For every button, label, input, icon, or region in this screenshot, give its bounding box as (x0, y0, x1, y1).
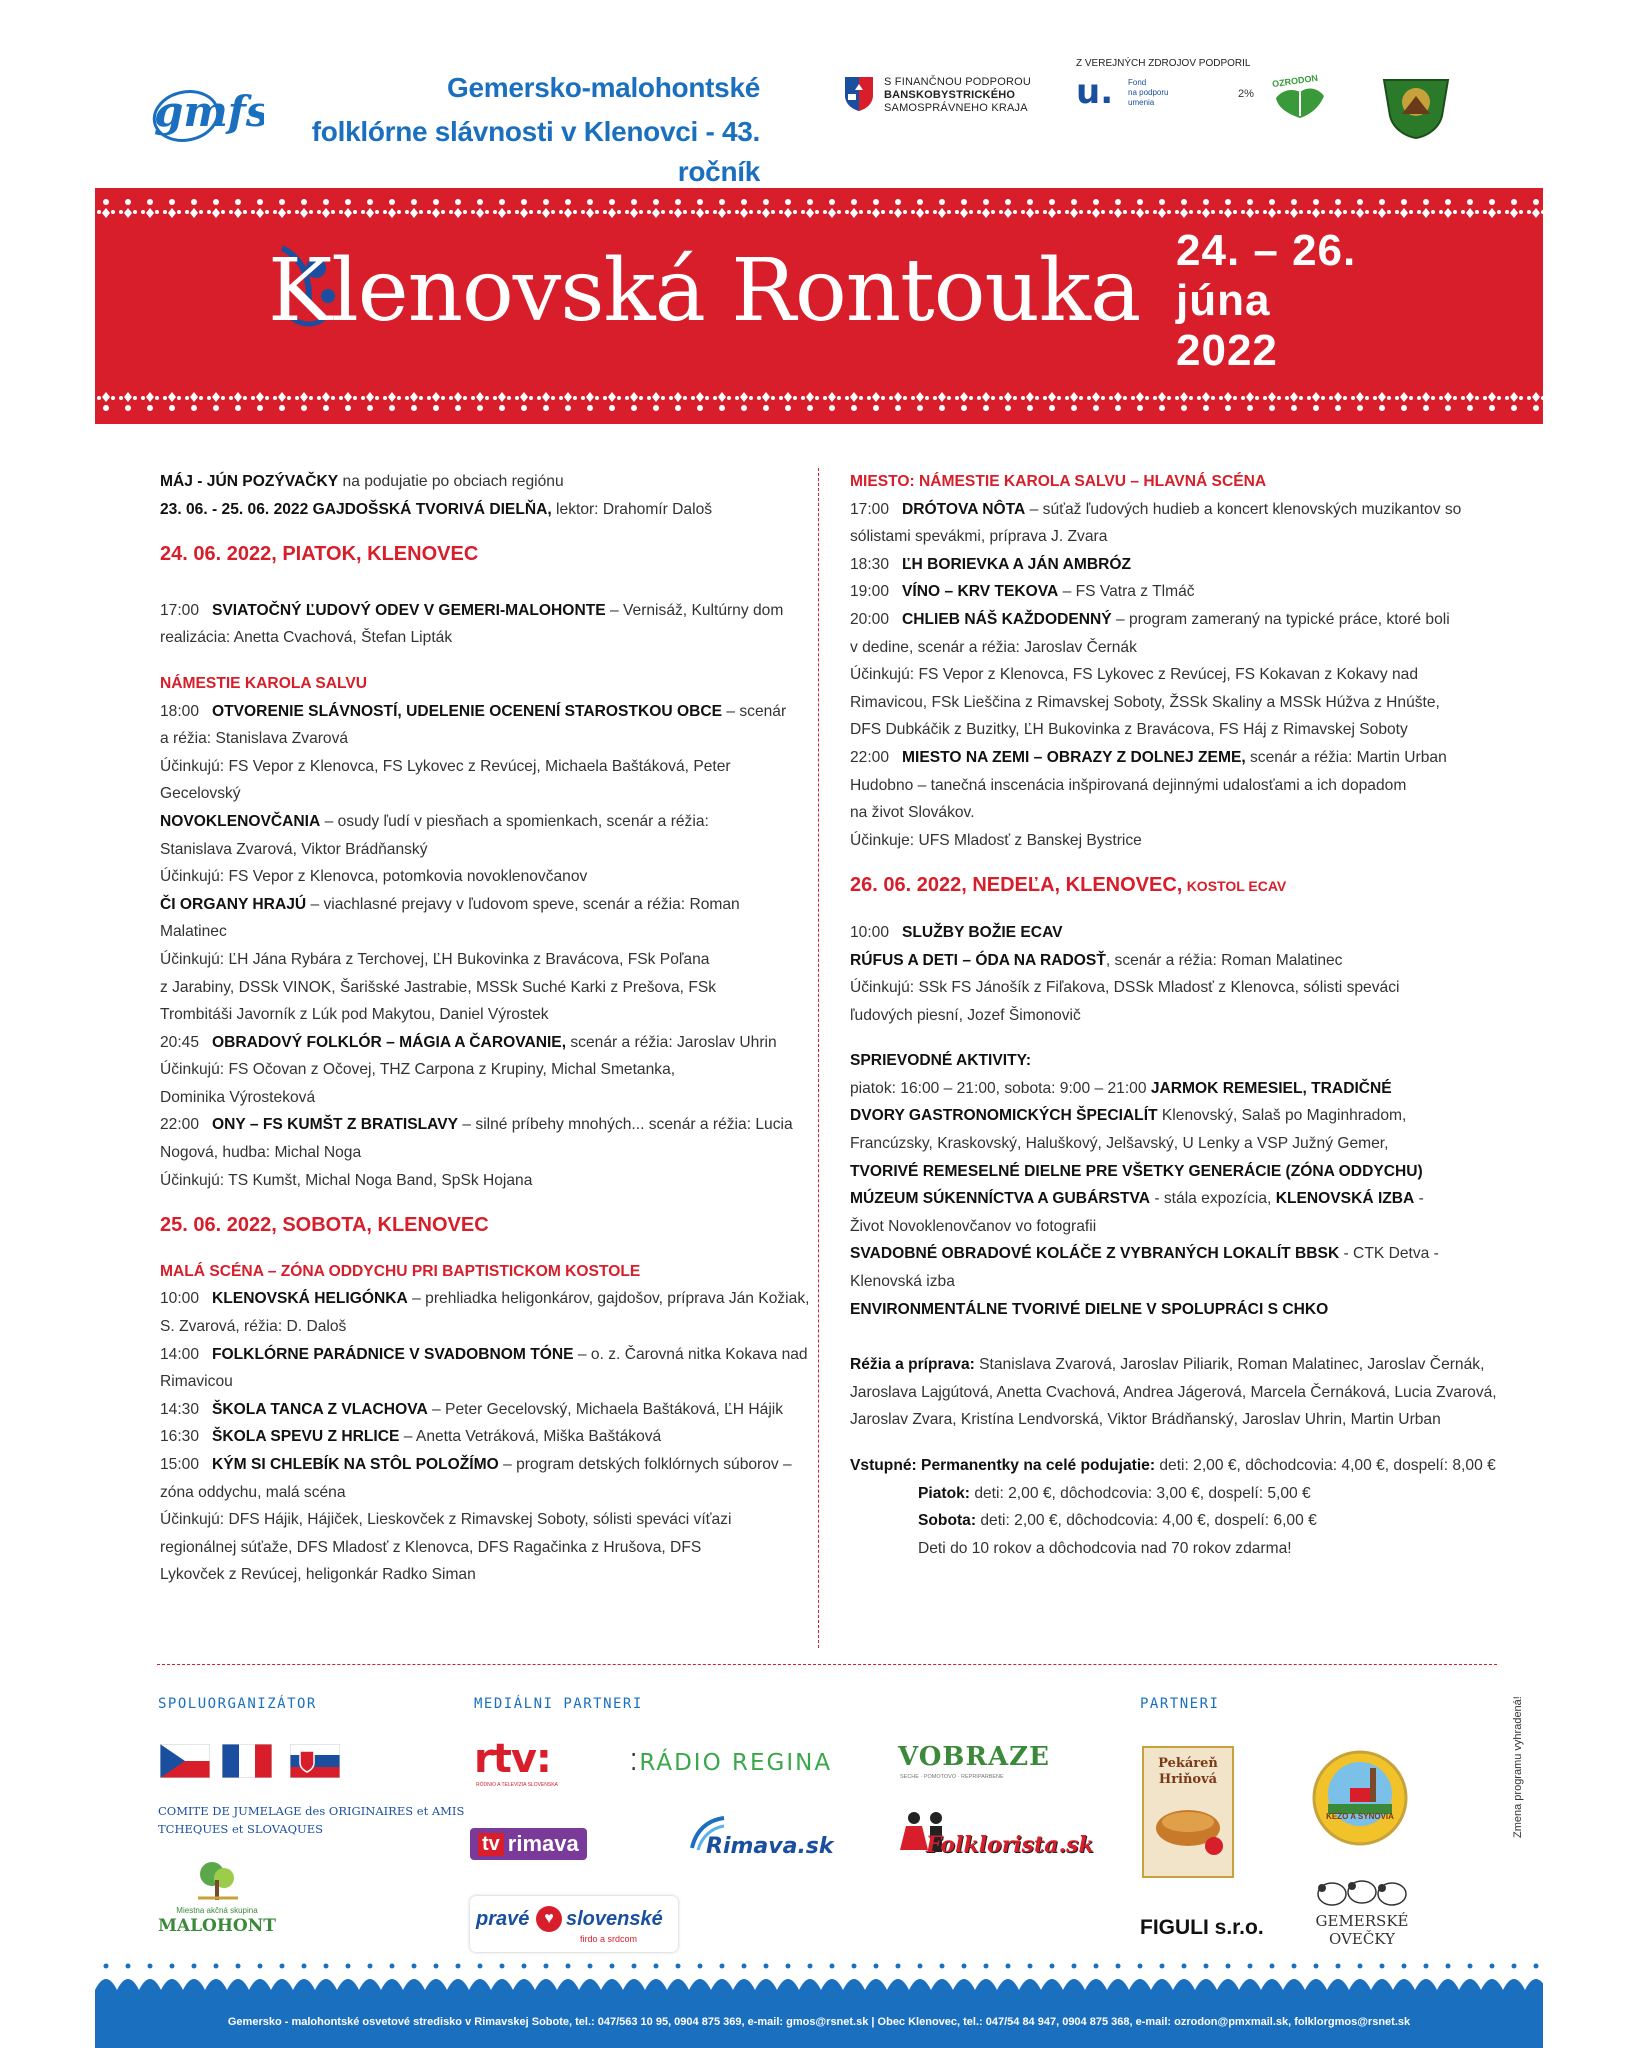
coorganizer-heading: SPOLUORGANIZÁTOR (158, 1696, 317, 1712)
event-miesto-detail-3: Účinkuje: UFS Mladosť z Banskej Bystrice (850, 831, 1142, 849)
event-heligonka-detail: S. Zvarová, réžia: D. Daloš (160, 1318, 347, 1336)
kezo-text: KEZO A SYNOVIA (1326, 1812, 1394, 1821)
day-heading-friday: 24. 06. 2022, PIATOK, KLENOVEC (160, 543, 479, 566)
activity-line-4: TVORIVÉ REMESELNÉ DIELNE PRE VŠETKY GENERÁCIE (ZÓNA ODDYCHU) (850, 1162, 1423, 1180)
event-opening-detail-2: Účinkujú: FS Vepor z Klenovca, FS Lykovec z Revúcej, Michaela Baštáková, Peter (160, 757, 731, 775)
event-kumst-detail-2: Účinkujú: TS Kumšt, Michal Noga Band, SpSk Hojana (160, 1171, 533, 1189)
event-paradnice-detail: Rimavicou (160, 1373, 233, 1391)
two-percent-label: 2% (1238, 88, 1254, 100)
event-organy: ČI ORGANY HRAJÚ – viachlasné prejavy v ľudovom speve, scenár a réžia: Roman (160, 895, 740, 913)
event-rufus-detail-1: Účinkujú: SSk FS Jánošík z Fiľakova, DSSk Mladosť z Klenovca, sólisti speváci (850, 979, 1400, 997)
radio-regina-text: RÁDIO REGINA (639, 1750, 833, 1776)
rtv-small-text: RÓDNIO A TELEVÍZIA SLOVENSKA (476, 1782, 558, 1788)
folklorista-logo: Folklorista.sk (926, 1832, 1094, 1858)
bread-icon (1144, 1788, 1232, 1858)
event-drotova-nota: 17:00 DRÓTOVA NÔTA – súťaž ľudových hudieb a koncert klenovských muzikantov so (850, 500, 1462, 518)
lace-top-decoration (95, 196, 1543, 222)
program-left-column (160, 468, 810, 1589)
pekaren-text-1: Pekáreň (1158, 1756, 1218, 1771)
tickets-line-2: Piatok: deti: 2,00 €, dôchodcovia: 3,00 €, dospelí: 5,00 € (918, 1484, 1311, 1502)
activity-line-3: Francúzsky, Kraskovský, Haluškový, Jelšavský, U Lenky a VSP Južný Gemer, (850, 1135, 1389, 1153)
figuli-logo: FIGULI s.r.o. (1140, 1916, 1264, 1939)
day-heading-sunday: 26. 06. 2022, NEDEĽA, KLENOVEC, KOSTOL ECAV (850, 874, 1287, 897)
banner-dates (1176, 226, 1356, 376)
tv-rimava-tv: tv (478, 1833, 504, 1856)
column-divider (818, 468, 819, 1648)
czech-flag-icon (160, 1744, 210, 1778)
event-drotova-nota-detail: sólistami spevákmi, príprava J. Zvara (850, 528, 1108, 546)
lace-bottom-decoration (95, 388, 1543, 414)
footer-lace-decoration (95, 1960, 1543, 1990)
event-chlieb-detail-1: v dedine, scenár a réžia: Jaroslav Černák (850, 638, 1137, 656)
event-obradovy-detail-1: Účinkujú: FS Očovan z Očovej, THZ Carpona z Krupiny, Michal Smetanka, (160, 1061, 676, 1079)
activity-line-8: Klenovská izba (850, 1273, 955, 1291)
banner-date-line3: 2022 (1176, 326, 1278, 375)
event-paradnice: 14:00 FOLKLÓRNE PARÁDNICE V SVADOBNOM TÓNE – o. z. Čarovná nitka Kokava nad (160, 1345, 808, 1363)
event-obradovy-detail-2: Dominika Výrosteková (160, 1088, 316, 1106)
activities-heading: SPRIEVODNÉ AKTIVITY: (850, 1052, 1032, 1070)
pekaren-text-2: Hriňová (1158, 1772, 1218, 1787)
event-organy-detail-4: Trombitáši Javorník z Lúk pod Makytou, Daniel Výrostek (160, 1006, 549, 1024)
event-opening-detail-3: Gecelovský (160, 785, 241, 803)
event-skola-tanca: 14:30 ŠKOLA TANCA Z VLACHOVA – Peter Gecelovský, Michaela Baštáková, ĽH Hájik (160, 1400, 784, 1418)
bbsk-crest-icon (844, 76, 874, 112)
mas-malohont-logo: MALOHONT (158, 1916, 276, 1936)
activity-line-6: Život Novoklenovčanov vo fotografii (850, 1217, 1097, 1235)
sheep-icon (1310, 1872, 1414, 1912)
event-chlebik-detail-3: regionálnej súťaže, DFS Mladosť z Klenovca, DFS Ragačinka z Hrušova, DFS (160, 1538, 702, 1556)
credits-line-2: Jaroslava Lajgútová, Anetta Cvachová, Andrea Jágerová, Marcela Černáková, Lucia Zvarová, (850, 1383, 1497, 1401)
event-chlebik-detail-2: Účinkujú: DFS Hájik, Hájiček, Lieskovček z Rimavskej Soboty, sólisti speváci víťazi (160, 1511, 732, 1529)
tickets-line-1: Vstupné: Permanentky na celé podujatie: deti: 2,00 €, dôchodcovia: 4,00 €, dospelí: 8,00 € (850, 1457, 1496, 1474)
vobraze-logo: VOBRAZE (898, 1742, 1050, 1772)
prave-small-text: firdo a srdcom (580, 1934, 638, 1944)
place-heading-main-stage: MIESTO: NÁMESTIE KAROLA SALVU – HLAVNÁ SCÉNA (850, 473, 1267, 490)
event-miesto-detail-1: Hudobno – tanečná inscenácia inšpirovaná dejinnými udalosťami a ich dopadom (850, 776, 1407, 794)
event-organy-detail-2: Účinkujú: ĽH Jána Rybára z Terchovej, ĽH Bukovinka z Bravácova, FSk Poľana (160, 950, 710, 968)
mas-tree-icon (190, 1858, 244, 1904)
activity-line-9: ENVIRONMENTÁLNE TVORIVÉ DIELNE V SPOLUPRÁCI S CHKO (850, 1300, 1329, 1318)
event-miesto-detail-2: na život Slovákov. (850, 804, 975, 822)
bbsk-text-1: S FINANČNOU PODPOROU (884, 76, 1032, 88)
day-heading-saturday: 25. 06. 2022, SOBOTA, KLENOVEC (160, 1214, 489, 1237)
credits-line-1: Réžia a príprava: Stanislava Zvarová, Jaroslav Piliarik, Roman Malatinec, Jaroslav Černák, (850, 1356, 1485, 1374)
bbsk-text-2: BANSKOBYSTRICKÉHO (884, 89, 1016, 101)
fpu-text-2: na podporu (1128, 88, 1169, 97)
footer-contact-text: Gemersko - malohontské osvetové stredisko v Rimavskej Sobote, tel.: 047/563 10 95, 0904 875 369, e-mail: gmos@rsnet.sk | Obec Klenovec, tel.: 047/54 84 947, 0904 875 368, e-mail: ozrodon@pmxmail.sk, folklorgmos@rsnet.sk (227, 2016, 1411, 2028)
tickets-line-4: Deti do 10 rokov a dôchodcovia nad 70 rokov zdarma! (918, 1539, 1292, 1557)
comite-text-1: COMITE DE JUMELAGE des ORIGINAIRES et AMIS (158, 1804, 465, 1818)
intro-line-1: MÁJ - JÚN POZÝVAČKY na podujatie po obciach regiónu (160, 473, 564, 490)
program-change-note: Zmena programu vyhradená! (1512, 1696, 1524, 1838)
bbsk-text-3: SAMOSPRÁVNEHO KRAJA (884, 102, 1028, 114)
event-novoklenovcania-detail-2: Účinkujú: FS Vepor z Klenovca, potomkovia novoklenovčanov (160, 868, 588, 886)
heart-icon: ♥ (536, 1906, 562, 1932)
partners-divider (157, 1664, 1497, 1665)
festival-title-line1: Gemersko-malohontské (447, 72, 760, 103)
slovak-flag-icon (290, 1744, 340, 1778)
banner-title: Klenovská Rontouka (268, 241, 1141, 341)
gemerske-ovecky-logo: GEMERSKÉ OVEČKY (1315, 1912, 1409, 1948)
tv-rimava-logo (470, 1828, 587, 1860)
place-heading-small-stage: MALÁ SCÉNA – ZÓNA ODDYCHU PRI BAPTISTICKOM KOSTOLE (160, 1262, 641, 1280)
event-rufus: RÚFUS A DETI – ÓDA NA RADOSŤ, scenár a réžia: Roman Malatinec (850, 951, 1343, 969)
rimava-sk-logo: Rimava.sk (706, 1834, 834, 1859)
gmfs-logo-text: gmfs (154, 87, 264, 136)
event-vino: 19:00 VÍNO – KRV TEKOVA – FS Vatra z Tlmáč (850, 583, 1195, 601)
event-skola-spevu: 16:30 ŠKOLA SPEVU Z HRLICE – Anetta Vetráková, Miška Baštáková (160, 1428, 662, 1446)
mas-small-text: Miestna akčná skupina (176, 1906, 258, 1915)
gmfs-logo (146, 70, 264, 150)
place-heading-square: NÁMESTIE KAROLA SALVU (160, 674, 368, 692)
comite-text-2: TCHEQUES et SLOVAQUES (158, 1822, 323, 1836)
ozrodon-text: OZRODON (1271, 72, 1319, 90)
intro-line-2: 23. 06. - 25. 06. 2022 GAJDOŠSKÁ TVORIVÁ DIELŇA, lektor: Drahomír Daloš (160, 500, 713, 518)
tickets-line-3: Sobota: deti: 2,00 €, dôchodcovia: 4,00 €, dospelí: 6,00 € (918, 1512, 1317, 1530)
festival-title-line2: folklórne slávnosti v Klenovci - 43. ročník (311, 116, 760, 187)
event-sluzby-bozie: 10:00 SLUŽBY BOŽIE ECAV (850, 923, 1063, 941)
event-rufus-detail-2: ľudových piesní, Jozef Šimonovič (850, 1006, 1081, 1024)
tv-rimava-text: rimava (507, 1831, 579, 1856)
event-organy-detail-1: Malatinec (160, 923, 227, 941)
activity-line-2: DVORY GASTRONOMICKÝCH ŠPECIALÍT Klenovský, Salaš po Maginhradom, (850, 1107, 1407, 1125)
prave-text: pravé (476, 1908, 530, 1930)
media-partners-heading: MEDIÁLNI PARTNERI (474, 1696, 643, 1712)
event-organy-detail-3: z Jarabiny, DSSk VINOK, Šarišské Jastrabie, MSSk Suché Karki z Prešova, FSk (160, 978, 717, 996)
kezo-synovia-logo-icon (1310, 1748, 1410, 1848)
prave-slovenske-logo (470, 1896, 678, 1952)
credits-line-3: Jaroslav Zvara, Kristína Lendvorská, Viktor Brádňanský, Jaroslav Uhrin, Martin Urban (850, 1411, 1441, 1429)
slovenske-text: slovenské (566, 1908, 663, 1930)
event-obradovy: 20:45 OBRADOVÝ FOLKLÓR – MÁGIA A ČAROVANIE, scenár a réžia: Jaroslav Uhrin (160, 1033, 777, 1051)
event-heligonka: 10:00 KLENOVSKÁ HELIGÓNKA – prehliadka heligonkárov, gajdošov, príprava Ján Kožiak, (160, 1290, 810, 1308)
event-novoklenovcania-detail-1: Stanislava Zvarová, Viktor Brádňanský (160, 840, 428, 858)
fpu-text-1: Fond (1128, 78, 1147, 87)
vobraze-small-text: SECHE · POMOTOVO · REPRIPARBENE (900, 1774, 1004, 1780)
event-boriievka: 18:30 ĽH BORIEVKA A JÁN AMBRÓZ (850, 555, 1131, 573)
partners-heading: PARTNERI (1140, 1696, 1220, 1712)
event-novoklenovcania: NOVOKLENOVČANIA – osudy ľudí v piesňach a spomienkach, scenár a réžia: (160, 812, 709, 830)
event-chlebik-detail-1: zóna oddychu, malá scéna (160, 1483, 346, 1501)
event-vernisaz-detail: realizácia: Anetta Cvachová, Štefan Lipták (160, 629, 453, 647)
program-right-column (850, 468, 1510, 1562)
klenovec-crest-icon (1380, 74, 1452, 140)
event-chlieb-detail-3: Rimavicou, FSk Lieščina z Rimavskej Soboty, ŽSSk Skaliny a MSSk Húžva z Hnúšte, (850, 693, 1440, 711)
event-chlebik-detail-4: Lykovček z Revúcej, heligonkár Radko Siman (160, 1566, 476, 1584)
event-chlieb: 20:00 CHLIEB NÁŠ KAŽDODENNÝ – program zameraný na typické práce, ktoré boli (850, 610, 1450, 628)
event-vernisaz: 17:00 SVIATOČNÝ ĽUDOVÝ ODEV V GEMERI-MALOHONTE – Vernisáž, Kultúrny dom (160, 601, 784, 619)
banner-date-line2: júna (1176, 276, 1271, 325)
event-kumst-detail-1: Nogová, hudba: Michal Noga (160, 1144, 362, 1162)
event-chlieb-detail-4: DFS Dubkáčik z Buzitky, ĽH Bukovinka z Bravácova, FS Háj z Rimavskej Soboty (850, 721, 1408, 739)
event-opening-detail-1: a réžia: Stanislava Zvarová (160, 730, 349, 748)
fpu-logo-icon: u. (1076, 72, 1114, 112)
event-opening: 18:00 OTVORENIE SLÁVNOSTÍ, UDELENIE OCENENÍ STAROSTKOU OBCE – scenár (160, 702, 787, 720)
activity-line-7: SVADOBNÉ OBRADOVÉ KOLÁČE Z VYBRANÝCH LOKALÍT BBSK - CTK Detva - (850, 1245, 1439, 1263)
fpu-heading: Z VEREJNÝCH ZDROJOV PODPORIL (1076, 58, 1251, 69)
event-chlieb-detail-2: Účinkujú: FS Vepor z Klenovca, FS Lykovec z Revúcej, FS Kokavan z Kokavy nad (850, 666, 1418, 684)
french-flag-icon (222, 1744, 272, 1778)
activity-line-5: MÚZEUM SÚKENNÍCTVA A GUBÁRSTVA - stála expozícia, KLENOVSKÁ IZBA - (850, 1190, 1424, 1208)
pekaren-hrinova-logo (1142, 1746, 1234, 1878)
radio-regina-logo: ⁚RÁDIO REGINA (630, 1750, 833, 1776)
rtv-logo: rtv: (474, 1736, 551, 1782)
event-miesto-na-zemi: 22:00 MIESTO NA ZEMI – OBRAZY Z DOLNEJ ZEME, scenár a réžia: Martin Urban (850, 748, 1447, 766)
footer-bar (95, 1960, 1543, 2048)
fpu-text-3: umenia (1128, 98, 1155, 107)
banner-date-line1: 24. – 26. (1176, 226, 1357, 275)
event-chlebik: 15:00 KÝM SI CHLEBÍK NA STÔL POLOŽÍMO – program detských folklórnych súborov – (160, 1456, 792, 1473)
activity-line-1: piatok: 16:00 – 21:00, sobota: 9:00 – 21:00 JARMOK REMESIEL, TRADIČNÉ (850, 1079, 1392, 1097)
event-kumst: 22:00 ONY – FS KUMŠT Z BRATISLAVY – silné príbehy mnohých... scenár a réžia: Lucia (160, 1116, 793, 1134)
